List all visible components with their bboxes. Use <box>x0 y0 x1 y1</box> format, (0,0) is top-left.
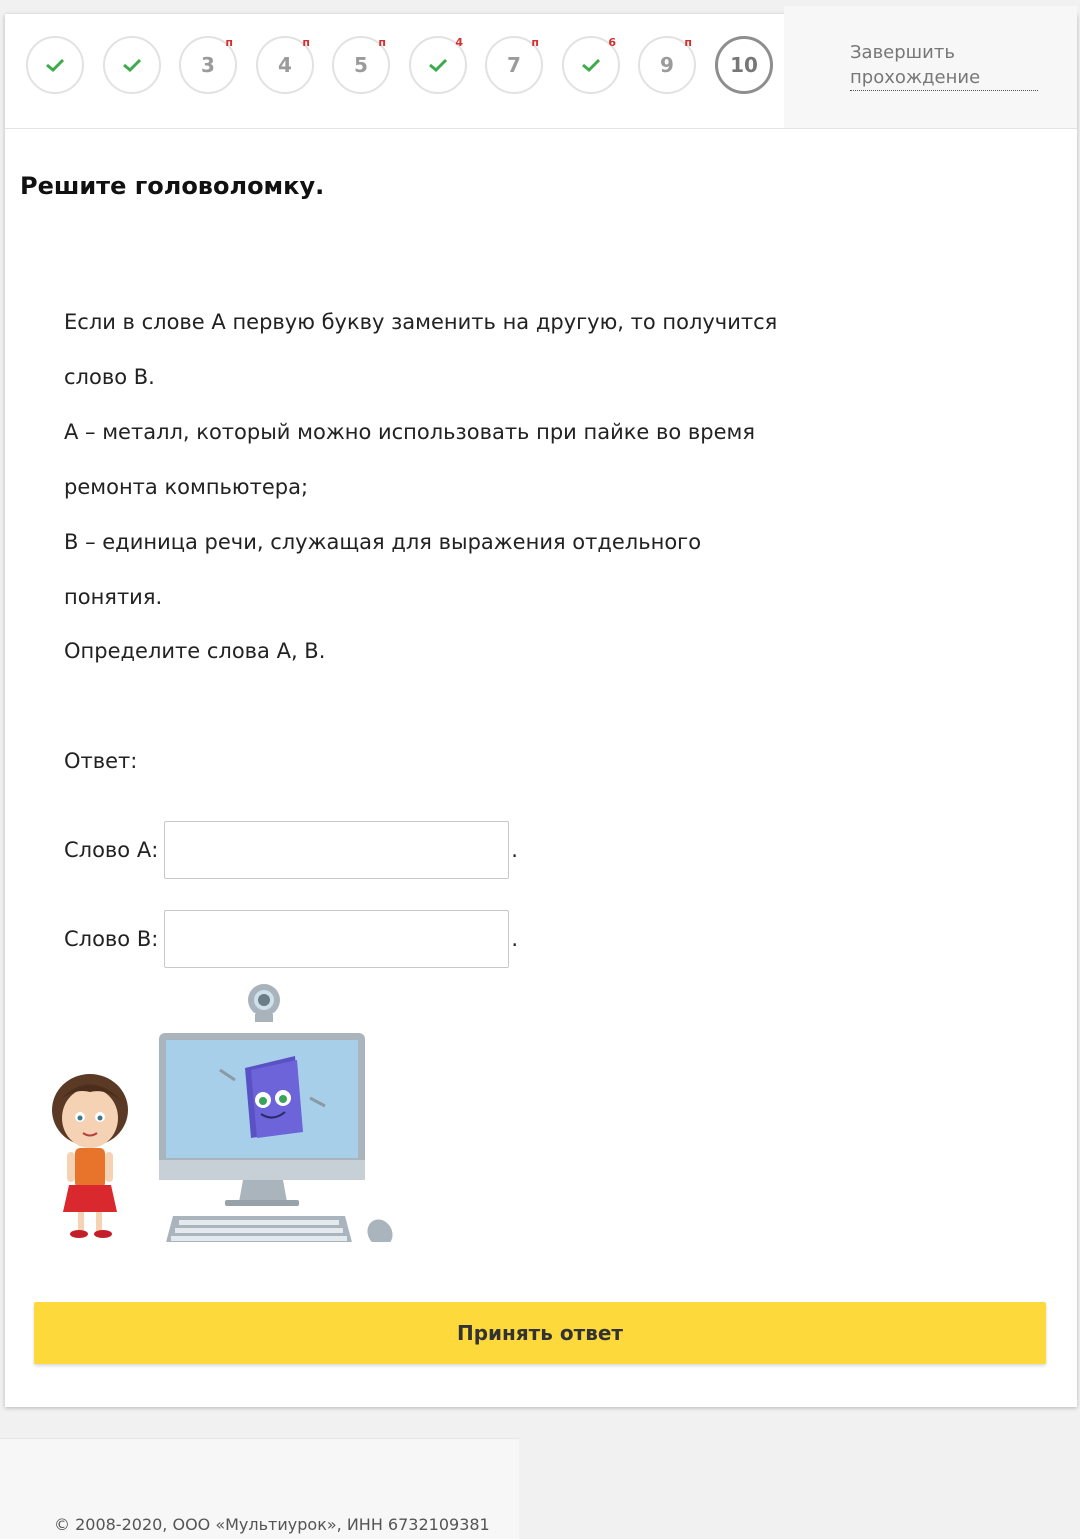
answer-row-a <box>64 820 518 880</box>
step-7[interactable] <box>485 36 543 94</box>
girl-figure <box>52 1074 128 1238</box>
task-text-line: слово В. <box>64 365 155 389</box>
step-1[interactable] <box>26 36 84 94</box>
check-icon <box>428 57 448 73</box>
step-skipped-mark: п <box>531 36 539 49</box>
finish-test-link[interactable]: Завершить прохождение <box>850 40 1038 91</box>
task-card <box>5 14 1077 1407</box>
step-10-current[interactable] <box>715 36 773 94</box>
task-text-line: Если в слове А первую букву заменить на другую, то получится <box>64 310 778 334</box>
task-text-line: А – металл, который можно использовать при пайке во время <box>64 420 756 444</box>
step-9[interactable] <box>638 36 696 94</box>
step-number: 9 <box>660 53 674 77</box>
step-6[interactable] <box>409 36 467 94</box>
step-4[interactable] <box>256 36 314 94</box>
answer-label: Ответ: <box>64 749 138 773</box>
check-icon <box>122 57 142 73</box>
step-8[interactable] <box>562 36 620 94</box>
finish-panel <box>784 6 1077 128</box>
word-a-label: Слово А: <box>64 838 159 862</box>
task-text-line: В – единица речи, служащая для выражения отдельного <box>64 530 702 554</box>
step-number: 5 <box>354 53 368 77</box>
task-text-line: Определите слова А, В. <box>64 639 326 663</box>
word-a-suffix: . <box>511 838 518 862</box>
step-score-mark: 4 <box>455 36 463 49</box>
submit-answer-button[interactable]: Принять ответ <box>34 1302 1046 1364</box>
step-number: 10 <box>730 53 758 77</box>
step-skipped-mark: п <box>684 36 692 49</box>
step-skipped-mark: п <box>302 36 310 49</box>
page-footer <box>0 1438 519 1539</box>
task-text-line: понятия. <box>64 585 163 609</box>
task-title: Решите головоломку. <box>20 172 325 200</box>
question-progress-bar <box>5 14 1077 129</box>
word-b-input[interactable] <box>164 910 509 968</box>
step-number: 4 <box>278 53 292 77</box>
answer-row-b <box>64 909 518 969</box>
copyright-text: © 2008-2020, ООО «Мультиурок», ИНН 6732109381 <box>54 1515 490 1534</box>
step-2[interactable] <box>103 36 161 94</box>
step-skipped-mark: п <box>225 36 233 49</box>
girl-and-computer-illustration <box>45 980 405 1242</box>
check-icon <box>581 57 601 73</box>
step-5[interactable] <box>332 36 390 94</box>
step-number: 7 <box>507 53 521 77</box>
word-a-input[interactable] <box>164 821 509 879</box>
step-number: 3 <box>201 53 215 77</box>
step-3[interactable] <box>179 36 237 94</box>
task-text-line: ремонта компьютера; <box>64 475 309 499</box>
step-score-mark: 6 <box>608 36 616 49</box>
word-b-suffix: . <box>511 927 519 951</box>
check-icon <box>45 57 65 73</box>
word-b-label: Слово В: <box>64 927 159 951</box>
step-skipped-mark: п <box>378 36 386 49</box>
